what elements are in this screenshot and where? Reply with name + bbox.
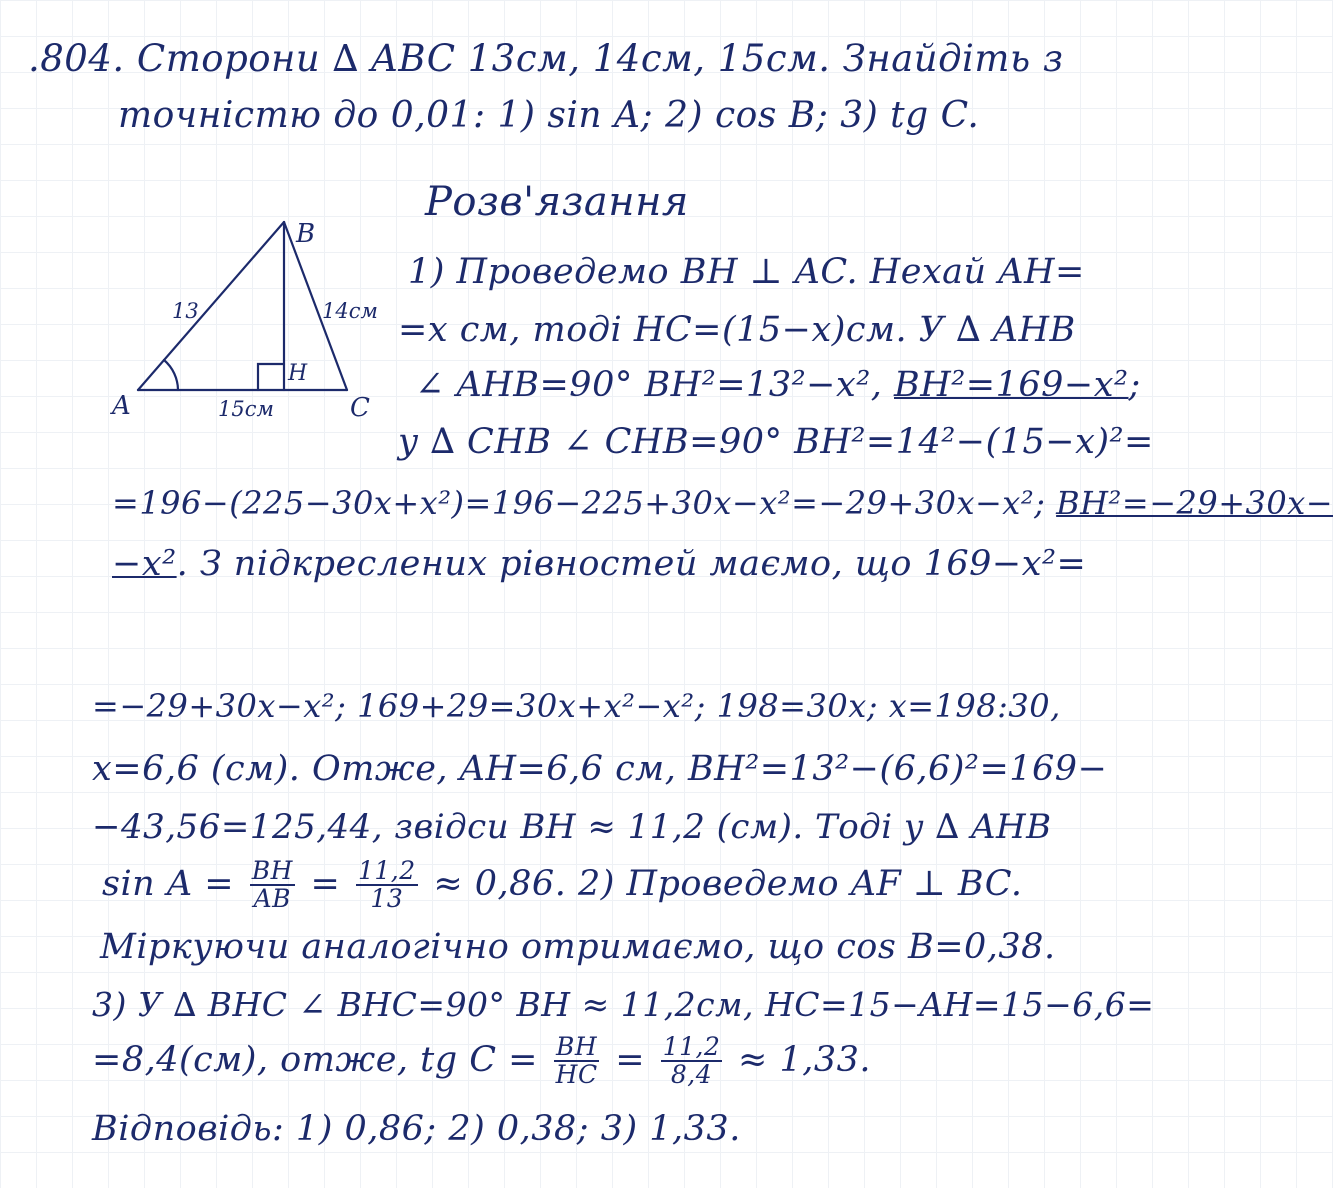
- fraction-11-2-over-8-4: [661, 1034, 723, 1089]
- solution-heading: Розв'язання: [425, 179, 689, 225]
- equals-sign: =: [615, 1039, 646, 1080]
- expansion-expression: =196−(225−30x+x²)=196−225+30x−x²=−29+30x−x²;: [112, 484, 1046, 522]
- solution-line-3: [415, 365, 1141, 405]
- continuation-line-3: −43,56=125,44, звідси BH ≈ 11,2 (см). Тоді у ∆ AHB: [92, 807, 1052, 847]
- problem-line-2: точністю до 0,01: 1) sin A; 2) cos B; 3) tg C.: [118, 95, 980, 136]
- fraction-numerator: 11,2: [358, 856, 416, 885]
- vertex-c-label: C: [350, 393, 370, 423]
- answer-line: Відповідь: 1) 0,86; 2) 0,38; 3) 1,33.: [92, 1109, 741, 1149]
- solution-line-6: [112, 544, 1087, 584]
- equals-sign: =: [310, 863, 341, 904]
- tg-c-result: ≈ 1,33.: [738, 1039, 872, 1080]
- fraction-denominator: AB: [253, 884, 292, 914]
- continuation-line-6: 3) У ∆ BHC ∠ BHC=90° BH ≈ 11,2см, HC=15−AH=15−6,6=: [92, 985, 1155, 1024]
- semicolon: ;: [1128, 365, 1141, 405]
- problem-line-1: .804. Сторони ∆ ABC 13см, 14см, 15см. Знайдіть з: [28, 37, 1064, 80]
- solution-line-5: [112, 484, 1333, 522]
- right-angle-mark: [258, 364, 284, 390]
- continuation-line-1: =−29+30x−x²; 169+29=30x+x²−x²; 198=30x; x=198:30,: [92, 687, 1061, 725]
- continuation-line-4: [102, 858, 1022, 913]
- fraction-bh-over-hc: [554, 1034, 600, 1089]
- fraction-denominator: 13: [370, 884, 404, 914]
- underlined-equality-2: BH²=−29+30x−: [1056, 484, 1333, 522]
- tg-c-label: =8,4(см), отже, tg C =: [92, 1039, 539, 1080]
- vertex-a-label: A: [112, 391, 131, 421]
- sin-a-result: ≈ 0,86. 2) Проведемо AF ⊥ BC.: [433, 863, 1023, 904]
- continuation-line-5: Міркуючи аналогічно отримаємо, що cos B=0,38.: [100, 927, 1056, 967]
- continuation-line-2: x=6,6 (см). Отже, AH=6,6 см, BH²=13²−(6,6)²=169−: [92, 749, 1108, 789]
- sin-a-label: sin A =: [102, 863, 235, 904]
- fraction-11-2-over-13: [356, 858, 418, 913]
- solution-line-1: 1) Проведемо BH ⊥ AC. Нехай AH=: [408, 252, 1085, 292]
- vertex-b-label: B: [296, 219, 316, 249]
- continuation-line-7: [92, 1034, 871, 1089]
- side-bc-length: 14см: [322, 299, 378, 323]
- solution-line-2: =x см, тоді HC=(15−x)см. У ∆ AHB: [398, 310, 1076, 350]
- angle-a-arc: [164, 360, 178, 390]
- foot-h-label: H: [288, 361, 308, 386]
- fraction-numerator: BH: [251, 856, 293, 885]
- underlined-equality-1: BH²=169−x²: [894, 365, 1129, 405]
- side-ac-length: 15см: [218, 397, 274, 421]
- triangle-figure: [100, 190, 400, 425]
- fraction-numerator: 11,2: [662, 1032, 721, 1061]
- side-ab-length: 13: [172, 299, 199, 323]
- bh-squared-expression: ∠ AHB=90° BH²=13²−x²,: [415, 365, 883, 405]
- fraction-bh-over-ab: [250, 858, 295, 913]
- solution-line-4: у ∆ CHB ∠ CHB=90° BH²=14²−(15−x)²=: [398, 422, 1154, 462]
- conclusion-text: . З підкреслених рівностей маємо, що 169−x²=: [176, 544, 1087, 584]
- underlined-equality-2-end: −x²: [112, 544, 177, 584]
- fraction-denominator: HC: [555, 1060, 598, 1090]
- fraction-numerator: BH: [556, 1032, 598, 1061]
- fraction-denominator: 8,4: [670, 1060, 713, 1090]
